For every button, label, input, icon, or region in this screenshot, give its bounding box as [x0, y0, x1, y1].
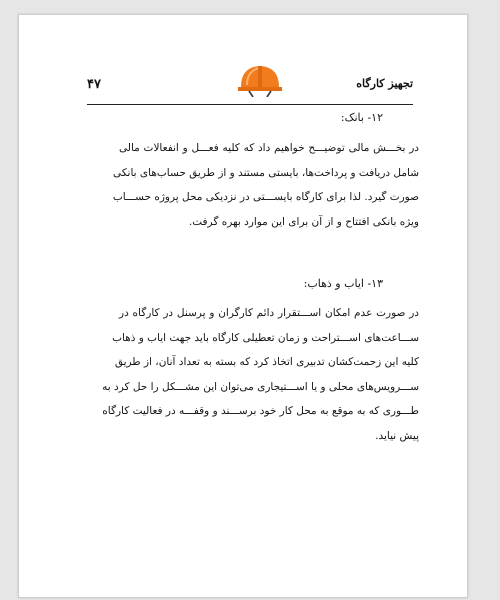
- text-line: صورت گیرد. لذا برای کارگاه بایســـتی در نزدیکی محل پروژه حســـاب: [112, 191, 419, 203]
- text-line: طـــوری که به موقع به محل کار خود برســـند و وقفـــه در فعالیت کارگاه: [102, 405, 419, 417]
- paragraph: [102, 301, 419, 448]
- text-line: در بخـــش مالی توضیـــح خواهیم داد که کلیه فعـــل و انفعالات مالی: [119, 142, 419, 154]
- section-heading-bank: ۱۲- بانک:: [340, 111, 383, 124]
- text-line: شامل دریافت و پرداخت‌ها، بایستی مستند و از طریق حساب‌های بانکی: [112, 166, 419, 179]
- section-heading-commute: ۱۳- ایاب و ذهاب:: [303, 277, 383, 290]
- text-line: ســـرویس‌های محلی و یا اســـتیجاری می‌توان این مشـــکل را حل کرد به: [102, 380, 419, 393]
- section-body-bank: [112, 136, 419, 234]
- paragraph: [112, 136, 419, 234]
- text-line: پیش نیاید.: [375, 429, 419, 442]
- page-number: ۴۷: [87, 77, 101, 92]
- text-line: ویژه بانکی افتتاح و از آن برای این موارد بهره گرفت.: [188, 215, 419, 228]
- document-page: [18, 14, 468, 598]
- text-line: در صورت عدم امکان اســـتقرار دائم کارگران و پرسنل در کارگاه در: [119, 307, 419, 319]
- running-title: تجهیز کارگاه: [356, 77, 413, 90]
- page-header: [87, 63, 413, 103]
- section-body-commute: [102, 301, 419, 448]
- text-line: ســـاعت‌های اســـتراحت و زمان تعطیلی کارگاه باید جهت ایاب و ذهاب: [112, 331, 419, 344]
- text-line: کلیه این زحمت‌کشان تدبیری اتخاذ کرد که بسته به تعداد آنان، از طریق: [114, 356, 419, 368]
- hard-hat-icon: [237, 63, 283, 97]
- header-divider: [87, 104, 413, 105]
